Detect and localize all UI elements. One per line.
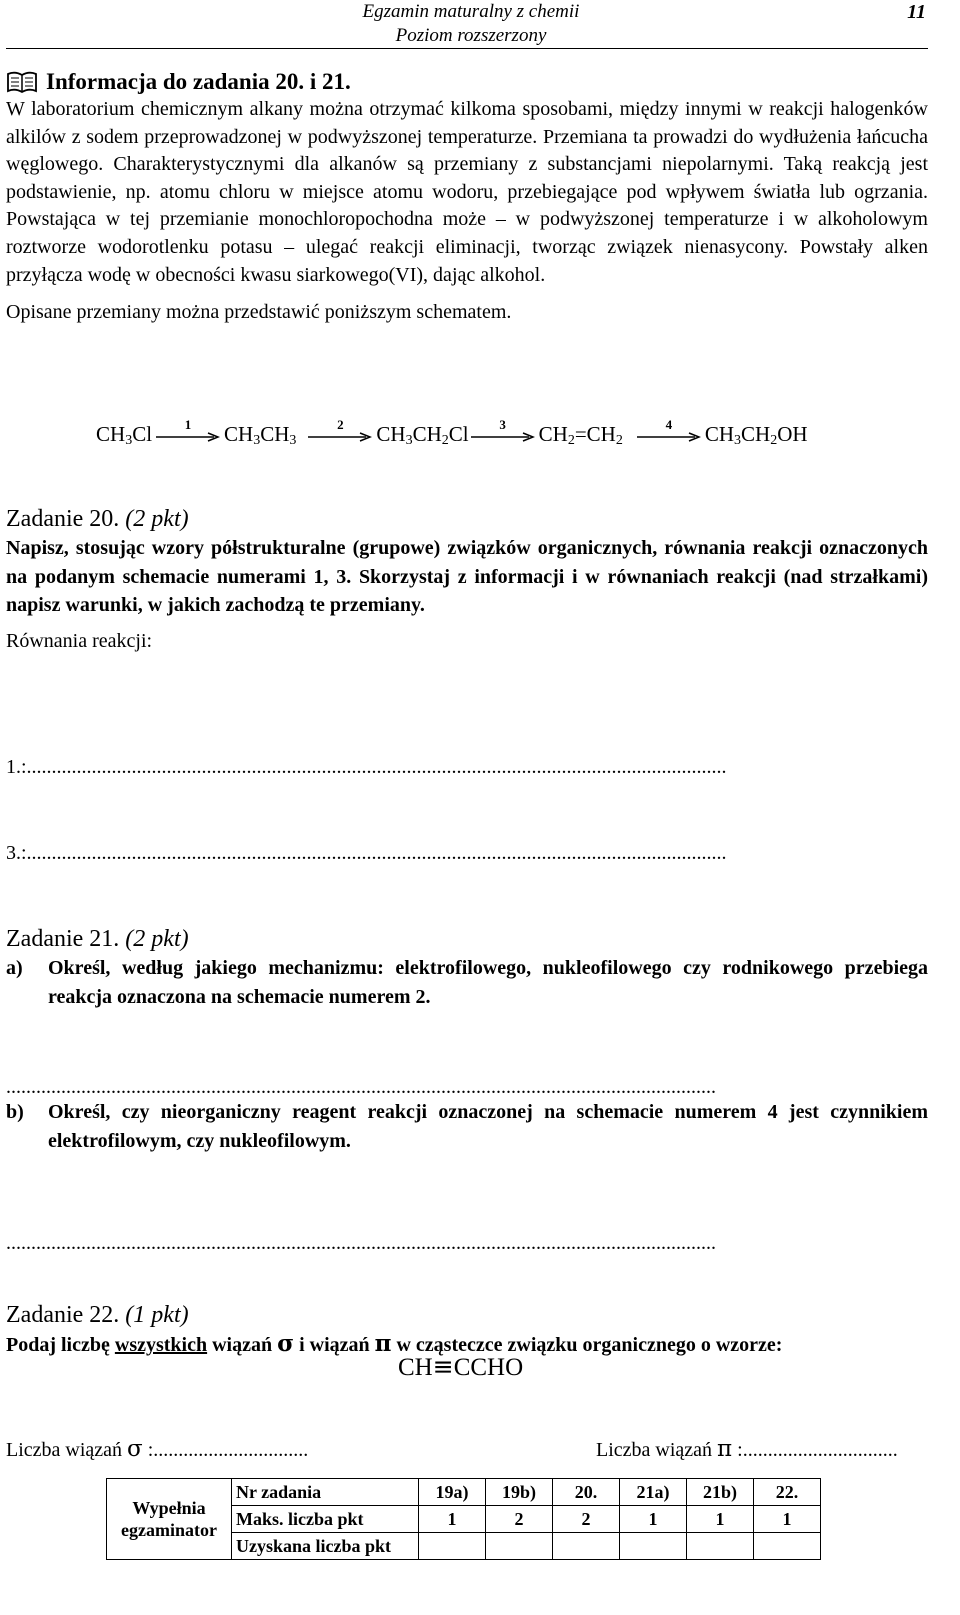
info-paragraph: W laboratorium chemicznym alkany można otrzymać kilkoma sposobami, między innymi w reakcji halogenków alkilów z sodem przeprowadzonej w podwyższonej temperaturze. Przemiana ta prowadzi do wydłużenia łańcucha węglowego. Charakterystycznymi dla alkanów są przemiany z substancjami niepolarnymi. Taką reakcją jest podstawienie, np. atomu chloru w miejsce atomu wodoru, przebiegające pod wpływem światła lub ogrzania. Powstająca w tej przemianie monochloropochodna może – w podwyższonej temperaturze i w alkoholowym roztworze wodorotlenku potasu – ulegać reakcji eliminacji, tworząc związek nienasycony. Powstały alken przyłącza wodę w obecności kwasu siarkowego(VI), dając alkohol. <box>6 98 928 286</box>
score-table <box>106 1478 821 1560</box>
task-21b-text: Określ, czy nieorganiczny reagent reakcji oznaczonej na schemacie numerem 4 jest czynnikiem elektrofilowym, czy nukleofilowym. <box>48 1101 928 1152</box>
sigma-count-field[interactable]: Liczba wiązań σ :............................... <box>6 1436 309 1462</box>
obtained-points-cell[interactable] <box>419 1533 486 1560</box>
right-arrow-icon <box>308 432 372 442</box>
obtained-points-cell[interactable] <box>687 1533 754 1560</box>
task-22-heading: Zadanie 22. (1 pkt) <box>6 1302 189 1328</box>
cell-task-21b: 21b) <box>687 1479 754 1506</box>
scheme-compound-1: $CH_3Cl$ <box>96 422 153 448</box>
task-21a-label: a) <box>6 957 23 979</box>
scheme-compound-2: $CH_3CH_3$ <box>224 422 297 448</box>
exam-page <box>6 0 928 1615</box>
row-label-obtained-points: Uzyskana liczba pkt <box>232 1533 419 1560</box>
right-arrow-icon <box>637 432 701 442</box>
scheme-arrow-2 <box>308 418 372 442</box>
scheme-arrow-4 <box>637 418 701 442</box>
task-21b-item <box>6 1098 928 1155</box>
task-21 <box>6 924 928 1011</box>
task-21a <box>6 954 928 1011</box>
info-section <box>6 68 928 327</box>
task-20-answer-3[interactable]: 3.:............................................................................................................................................ <box>6 842 727 864</box>
max-points-cell: 1 <box>754 1506 821 1533</box>
max-points-cell: 1 <box>620 1506 687 1533</box>
header-title-line2: Poziom rozszerzony <box>395 25 547 46</box>
page-number: 11 <box>907 1 926 23</box>
cell-task-20: 20. <box>553 1479 620 1506</box>
header-title-line1: Egzamin maturalny z chemii <box>362 1 580 22</box>
pi-count-field[interactable]: Liczba wiązań π :............................... <box>596 1436 898 1462</box>
task-20 <box>6 504 928 654</box>
arrow-label-4: 4 <box>665 417 673 432</box>
arrow-label-3: 3 <box>499 417 506 432</box>
obtained-points-cell[interactable] <box>754 1533 821 1560</box>
task-21b-label: b) <box>6 1101 24 1123</box>
pi-symbol: π <box>374 1330 392 1357</box>
examiner-fill-label: Wypełnia egzaminator <box>107 1479 232 1560</box>
task-20-instruction: Napisz, stosując wzory półstrukturalne (grupowe) związków organicznych, równania reakcji oznaczonych na podanym schemacie numerami 1, 3. Skorzystaj z informacji i w równaniach reakcji (nad strzałkami) napisz warunki, w jakich zachodzą te przemiany. <box>6 537 928 616</box>
task-20-heading: Zadanie 20. (2 pkt) <box>6 506 189 532</box>
task-21a-text: Określ, według jakiego mechanizmu: elektrofilowego, nukleofilowego czy rodnikowego przebiega reakcja oznaczona na schemacie numerem 2. <box>48 957 928 1008</box>
max-points-cell: 1 <box>687 1506 754 1533</box>
task-21a-answer[interactable]: .............................................................................................................................................. <box>6 1076 716 1098</box>
task-21-heading: Zadanie 21. (2 pkt) <box>6 926 189 952</box>
row-label-max-points: Maks. liczba pkt <box>232 1506 419 1533</box>
info-heading <box>6 68 928 96</box>
reaction-scheme <box>96 413 808 449</box>
scheme-arrow-1 <box>156 418 220 442</box>
triple-bond: ≡ <box>432 1352 454 1381</box>
page-header-title <box>346 0 596 48</box>
max-points-cell: 2 <box>553 1506 620 1533</box>
sigma-symbol: σ <box>277 1330 295 1357</box>
right-arrow-icon <box>156 432 220 442</box>
header-divider <box>6 48 928 49</box>
open-book-icon <box>6 70 38 94</box>
max-points-cell: 1 <box>419 1506 486 1533</box>
obtained-points-cell[interactable] <box>486 1533 553 1560</box>
task-20-answer-1[interactable]: 1.:............................................................................................................................................ <box>6 756 727 778</box>
max-points-cell: 2 <box>486 1506 553 1533</box>
scheme-intro: Opisane przemiany można przedstawić poniższym schematem. <box>6 301 512 324</box>
scheme-compound-3: $CH_3CH_2Cl$ <box>376 422 469 448</box>
row-label-task-number: Nr zadania <box>232 1479 419 1506</box>
right-arrow-icon <box>471 432 535 442</box>
cell-task-22: 22. <box>754 1479 821 1506</box>
task-22 <box>6 1300 928 1360</box>
score-table-row <box>107 1479 821 1506</box>
task-20-label: Równania reakcji: <box>6 629 153 652</box>
info-heading-text: Informacja do zadania 20. i 21. <box>46 69 351 94</box>
cell-task-19a: 19a) <box>419 1479 486 1506</box>
task-22-instruction: Podaj liczbę wszystkich wiązań σ i wiązań π w cząsteczce związku organicznego o wzorze: <box>6 1330 783 1357</box>
arrow-label-2: 2 <box>337 417 344 432</box>
task-22-formula: CH≡CCHO <box>398 1352 524 1381</box>
cell-task-19b: 19b) <box>486 1479 553 1506</box>
scheme-compound-5: $CH_3CH_2OH$ <box>704 422 808 448</box>
task-21b <box>6 1098 928 1155</box>
task-21b-answer[interactable]: .............................................................................................................................................. <box>6 1232 716 1254</box>
scheme-compound-4: $CH_2=CH_2$ <box>538 422 623 448</box>
arrow-label-1: 1 <box>184 417 192 432</box>
obtained-points-cell[interactable] <box>620 1533 687 1560</box>
obtained-points-cell[interactable] <box>553 1533 620 1560</box>
scheme-arrow-3 <box>471 418 535 442</box>
cell-task-21a: 21a) <box>620 1479 687 1506</box>
